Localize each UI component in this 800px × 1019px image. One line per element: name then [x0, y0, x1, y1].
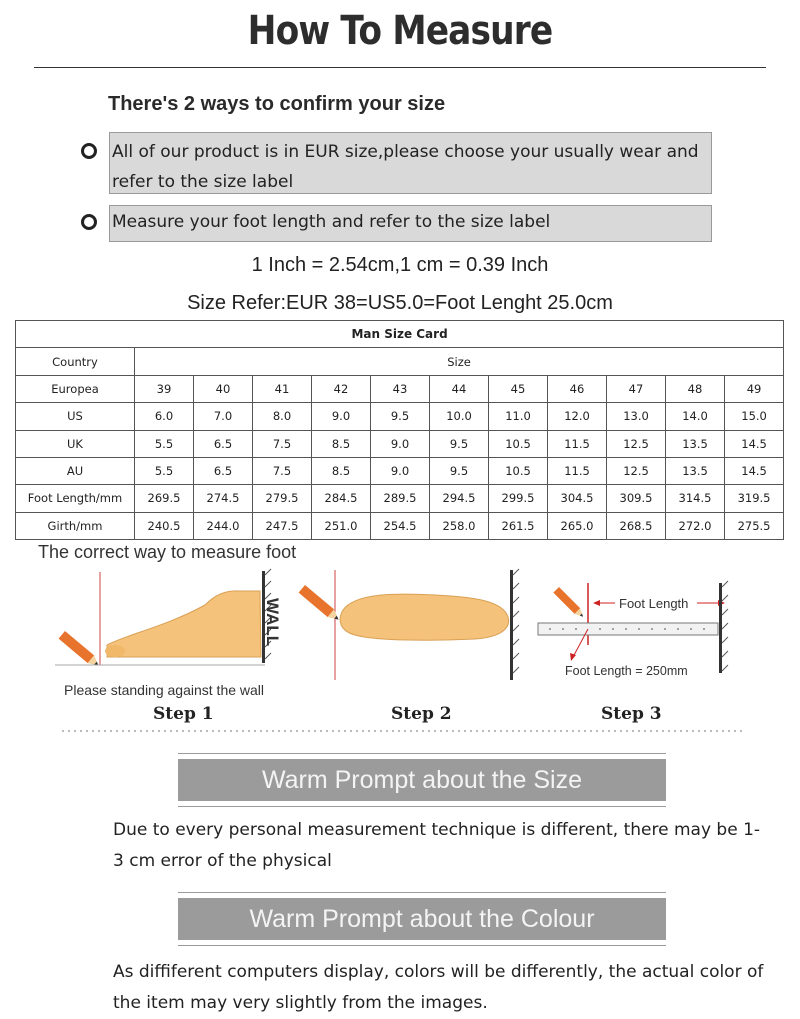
- measure-illustration: [55, 565, 755, 700]
- table-row: [16, 375, 784, 402]
- table-cell: 7.5: [253, 430, 312, 457]
- table-cell: 268.5: [607, 512, 666, 539]
- table-cell: 44: [430, 375, 489, 402]
- table-cell: 258.0: [430, 512, 489, 539]
- conversion-text: 1 Inch = 2.54cm,1 cm = 0.39 Inch: [251, 254, 549, 276]
- table-cell: 289.5: [371, 485, 430, 512]
- bullet-box-eur-size: [109, 132, 712, 194]
- size-refer-text: Size Refer:EUR 38=US5.0=Foot Lenght 25.0cm: [187, 292, 613, 314]
- table-cell: 42: [312, 375, 371, 402]
- size-header: Size: [135, 348, 784, 375]
- table-cell: 11.0: [489, 403, 548, 430]
- table-cell: 48: [666, 375, 725, 402]
- foot-top-shape: [340, 594, 508, 640]
- bullet-text: Measure your foot length and refer to the size label: [112, 212, 551, 232]
- table-cell: 284.5: [312, 485, 371, 512]
- table-cell: 40: [194, 375, 253, 402]
- table-cell: 10.5: [489, 430, 548, 457]
- pencil-icon: [553, 587, 586, 620]
- table-cell: 8.5: [312, 457, 371, 484]
- toe-shape: [105, 645, 125, 657]
- table-title-row: [16, 321, 784, 348]
- table-row: [16, 512, 784, 539]
- foot-length-value: Foot Length = 250mm: [565, 664, 688, 678]
- wall-line: [510, 570, 513, 680]
- table-cell: 274.5: [194, 485, 253, 512]
- table-cell: 5.5: [135, 430, 194, 457]
- table-cell: 14.5: [725, 457, 784, 484]
- table-cell: 8.0: [253, 403, 312, 430]
- table-cell: 46: [548, 375, 607, 402]
- table-cell: 9.0: [371, 457, 430, 484]
- table-cell: 319.5: [725, 485, 784, 512]
- table-cell: 309.5: [607, 485, 666, 512]
- table-cell: 304.5: [548, 485, 607, 512]
- table-cell: 14.0: [666, 403, 725, 430]
- table-cell: 13.5: [666, 457, 725, 484]
- row-label: Foot Length/mm: [16, 485, 135, 512]
- table-cell: 7.0: [194, 403, 253, 430]
- table-cell: 39: [135, 375, 194, 402]
- measure-title: The correct way to measure foot: [38, 542, 297, 562]
- size-card-table: [15, 320, 784, 540]
- row-label: US: [16, 403, 135, 430]
- prompt-divider: [178, 806, 666, 807]
- table-cell: 251.0: [312, 512, 371, 539]
- wall-hatch: [722, 581, 728, 671]
- stand-against-wall-note: Please standing against the wall: [64, 682, 265, 698]
- bullet-circle-icon: [81, 214, 97, 230]
- bullet-text: All of our product is in EUR size,please choose your usually wear and refer to the size label: [112, 142, 699, 192]
- arrow-left-icon: [593, 600, 600, 606]
- bullet-box-foot-length: [109, 205, 712, 242]
- table-cell: 12.5: [607, 457, 666, 484]
- wall-line: [719, 583, 722, 673]
- row-label: AU: [16, 457, 135, 484]
- wall-label: WALL: [263, 598, 282, 647]
- dotted-divider: [62, 730, 742, 732]
- step-1-label: Step 1: [153, 704, 214, 724]
- ways-heading: There's 2 ways to confirm your size: [108, 93, 446, 115]
- table-cell: 11.5: [548, 430, 607, 457]
- table-row: [16, 403, 784, 430]
- step-3-label: Step 3: [601, 704, 662, 724]
- row-label: UK: [16, 430, 135, 457]
- table-cell: 299.5: [489, 485, 548, 512]
- table-cell: 10.5: [489, 457, 548, 484]
- wall-hatch: [513, 569, 519, 673]
- table-cell: 261.5: [489, 512, 548, 539]
- table-cell: 9.0: [312, 403, 371, 430]
- table-cell: 12.5: [607, 430, 666, 457]
- table-cell: 13.0: [607, 403, 666, 430]
- table-cell: 13.5: [666, 430, 725, 457]
- table-cell: 12.0: [548, 403, 607, 430]
- pencil-icon: [59, 631, 102, 670]
- table-cell: 279.5: [253, 485, 312, 512]
- table-cell: 47: [607, 375, 666, 402]
- table-cell: 6.5: [194, 430, 253, 457]
- table-cell: 314.5: [666, 485, 725, 512]
- prompt-divider: [178, 945, 666, 946]
- table-cell: 11.5: [548, 457, 607, 484]
- size-prompt-text: Due to every personal measurement technique is different, there may be 1-3 cm error of the physical: [113, 820, 761, 871]
- prompt-divider: [178, 892, 666, 893]
- table-cell: 5.5: [135, 457, 194, 484]
- table-cell: 9.0: [371, 430, 430, 457]
- table-cell: 45: [489, 375, 548, 402]
- table-row: [16, 457, 784, 484]
- colour-prompt-banner: Warm Prompt about the Colour: [178, 898, 666, 940]
- table-cell: 247.5: [253, 512, 312, 539]
- title-divider: [34, 67, 766, 68]
- bullet-circle-icon: [81, 143, 97, 159]
- foot-length-label: Foot Length: [619, 596, 689, 611]
- prompt-divider: [178, 753, 666, 754]
- table-cell: 43: [371, 375, 430, 402]
- pointer-arrow-icon: [570, 653, 576, 661]
- table-cell: 41: [253, 375, 312, 402]
- table-title: Man Size Card: [16, 321, 784, 348]
- table-cell: 265.0: [548, 512, 607, 539]
- row-label: Girth/mm: [16, 512, 135, 539]
- table-cell: 15.0: [725, 403, 784, 430]
- table-cell: 294.5: [430, 485, 489, 512]
- table-cell: 9.5: [430, 430, 489, 457]
- table-cell: 14.5: [725, 430, 784, 457]
- step1-illustration: [55, 569, 282, 670]
- foot-side-shape: [107, 591, 261, 657]
- table-cell: 8.5: [312, 430, 371, 457]
- table-cell: 272.0: [666, 512, 725, 539]
- step3-illustration: [538, 581, 728, 678]
- table-cell: 254.5: [371, 512, 430, 539]
- table-cell: 10.0: [430, 403, 489, 430]
- table-header-row: [16, 348, 784, 375]
- table-cell: 9.5: [430, 457, 489, 484]
- row-label: Europea: [16, 375, 135, 402]
- table-row: [16, 430, 784, 457]
- table-cell: 275.5: [725, 512, 784, 539]
- table-cell: 240.5: [135, 512, 194, 539]
- table-cell: 244.0: [194, 512, 253, 539]
- table-cell: 7.5: [253, 457, 312, 484]
- table-cell: 9.5: [371, 403, 430, 430]
- table-cell: 49: [725, 375, 784, 402]
- step2-illustration: [299, 569, 519, 680]
- colour-prompt-text: As diffiferent computers display, colors will be differently, the actual color of the item may very slightly from the images.: [113, 962, 764, 1013]
- size-prompt-banner: Warm Prompt about the Size: [178, 759, 666, 801]
- country-header: Country: [16, 348, 135, 375]
- table-cell: 269.5: [135, 485, 194, 512]
- table-cell: 6.0: [135, 403, 194, 430]
- table-cell: 6.5: [194, 457, 253, 484]
- step-2-label: Step 2: [391, 704, 452, 724]
- table-row: [16, 485, 784, 512]
- page-title: How To Measure: [247, 8, 553, 54]
